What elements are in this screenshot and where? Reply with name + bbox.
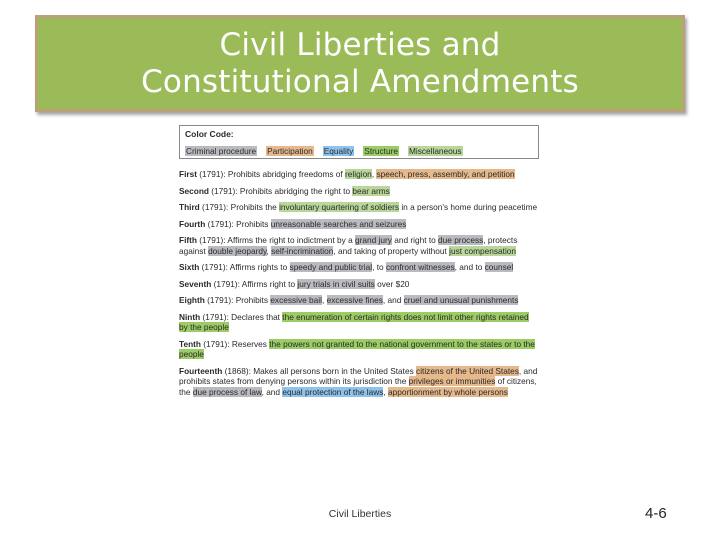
- amendment-text: ,: [371, 169, 377, 179]
- amendment-text: , to: [372, 262, 386, 272]
- amendment-name: Tenth: [179, 338, 201, 349]
- amendment-name: Fourth: [179, 218, 206, 229]
- amendment-text: , and taking of property without: [333, 245, 450, 256]
- amendment-text: , and: [382, 295, 404, 305]
- amendment-text: Prohibits the: [230, 202, 280, 212]
- amendment-text: Makes all persons born in the United States: [253, 365, 417, 376]
- amendment-text: ,: [321, 295, 327, 305]
- highlight-equal-protection: equal protection of the laws: [282, 386, 384, 397]
- amendment-year: (1791):: [208, 185, 240, 196]
- highlight-self-incrimination: self-incrimination: [271, 245, 334, 256]
- amendment-year: (1791):: [199, 202, 231, 212]
- title-banner: [35, 15, 685, 112]
- amendment-text: of citizens, the: [179, 376, 537, 397]
- highlight-excessive-bail: excessive bail: [270, 295, 322, 305]
- amendment-text: Declares that: [231, 311, 283, 322]
- legend-title: Color Code:: [185, 129, 234, 139]
- amendment-name: Ninth: [179, 311, 201, 322]
- highlight-religion: religion: [345, 169, 372, 179]
- amendment-eighth: [179, 295, 539, 306]
- highlight-privileges: privileges or immunities: [408, 376, 496, 386]
- amendment-text: Reserves: [231, 338, 270, 349]
- highlight-civil-jury: jury trials in civil suits: [297, 278, 375, 289]
- highlight-reserved-powers: the powers not granted to the national government to the states or to the people: [179, 338, 535, 359]
- highlight-bear-arms: bear arms: [352, 185, 390, 196]
- amendment-year: (1791):: [205, 218, 237, 229]
- amendment-text: Prohibits: [235, 295, 271, 305]
- highlight-enumeration: the enumeration of certain rights does not limit other rights retained by the people: [179, 311, 529, 332]
- amendment-year: (1791):: [211, 278, 242, 289]
- highlight-searches: unreasonable searches and seizures: [270, 218, 407, 229]
- highlight-speedy-trial: speedy and public trial: [289, 262, 373, 272]
- page-number: 4-6: [645, 505, 667, 522]
- amendment-second: [179, 186, 539, 197]
- title-line-2: Constitutional Amendments: [141, 63, 579, 100]
- amendment-text: Prohibits abridging freedoms of: [227, 169, 346, 179]
- highlight-just-compensation: just compensation: [449, 245, 517, 256]
- amendment-name: Sixth: [179, 262, 200, 272]
- footer-label: Civil Liberties: [328, 508, 392, 520]
- amendment-year: (1791):: [204, 295, 236, 305]
- highlight-quartering: involuntary quartering of soldiers: [279, 202, 400, 212]
- amendment-fourteenth: [179, 366, 539, 398]
- highlight-due-process: due process: [438, 235, 484, 245]
- amendment-year: (1791):: [196, 235, 228, 245]
- amendment-name: First: [179, 169, 197, 179]
- amendment-fifth: [179, 235, 539, 256]
- amendment-year: (1868):: [222, 365, 254, 376]
- highlight-apportionment: apportionment by whole persons: [387, 386, 508, 397]
- amendment-name: Eighth: [179, 295, 205, 305]
- highlight-double-jeopardy: double jeopardy: [208, 245, 267, 256]
- amendment-text: Affirms the right to indictment by a: [227, 235, 356, 245]
- highlight-excessive-fines: excessive fines: [326, 295, 383, 305]
- amendment-year: (1791):: [196, 169, 228, 179]
- highlight-grand-jury: grand jury: [355, 235, 392, 245]
- amendment-name: Second: [179, 185, 209, 196]
- legend-structure: Structure: [364, 146, 398, 156]
- amendment-text: in a person's home during peacetime: [399, 202, 538, 212]
- highlight-citizens: citizens of the United States: [416, 365, 519, 376]
- amendment-third: [179, 202, 539, 213]
- amendment-text: Affirms right to: [241, 278, 298, 289]
- highlight-due-process-of-law: due process of law: [192, 386, 262, 397]
- legend-participation: Participation: [267, 146, 313, 156]
- amendment-first: [179, 169, 539, 180]
- amendment-text: Prohibits abridging the right to: [239, 185, 353, 196]
- amendment-name: Fourteenth: [179, 365, 223, 376]
- amendment-text: , and: [261, 386, 283, 397]
- highlight-cruel-punishment: cruel and unusual punishments: [403, 295, 519, 305]
- amendment-name: Third: [179, 202, 200, 212]
- legend-miscellaneous: Miscellaneous: [408, 146, 462, 156]
- amendment-text: ,: [266, 245, 272, 256]
- legend-criminal-procedure: Criminal procedure: [186, 146, 257, 156]
- amendment-text: Prohibits: [236, 218, 271, 229]
- amendment-sixth: [179, 262, 539, 273]
- amendment-ninth: [179, 312, 539, 333]
- highlight-counsel: counsel: [484, 262, 514, 272]
- amendment-name: Fifth: [179, 235, 197, 245]
- amendment-text: ,: [383, 386, 388, 397]
- highlight-confront-witnesses: confront witnesses: [385, 262, 455, 272]
- amendment-text: , and to: [454, 262, 485, 272]
- highlight-speech-press: speech, press, assembly, and petition: [376, 169, 515, 179]
- amendment-year: (1791):: [199, 262, 230, 272]
- amendments-document: [179, 125, 539, 403]
- amendment-tenth: [179, 339, 539, 360]
- amendment-text: and right to: [391, 235, 439, 245]
- amendment-year: (1791):: [200, 338, 232, 349]
- amendment-text: , protects against: [179, 235, 518, 256]
- title-line-1: Civil Liberties and: [219, 26, 501, 63]
- amendment-seventh: [179, 279, 539, 290]
- color-code-legend: [179, 125, 539, 159]
- amendment-text: , and prohibits states from denying persons within its jurisdiction the: [179, 365, 538, 386]
- legend-equality: Equality: [323, 146, 354, 156]
- amendment-fourth: [179, 219, 539, 230]
- amendment-name: Seventh: [179, 278, 212, 289]
- amendment-text: over $20: [374, 278, 410, 289]
- amendment-year: (1791):: [200, 311, 232, 322]
- amendment-text: Affirms rights to: [229, 262, 290, 272]
